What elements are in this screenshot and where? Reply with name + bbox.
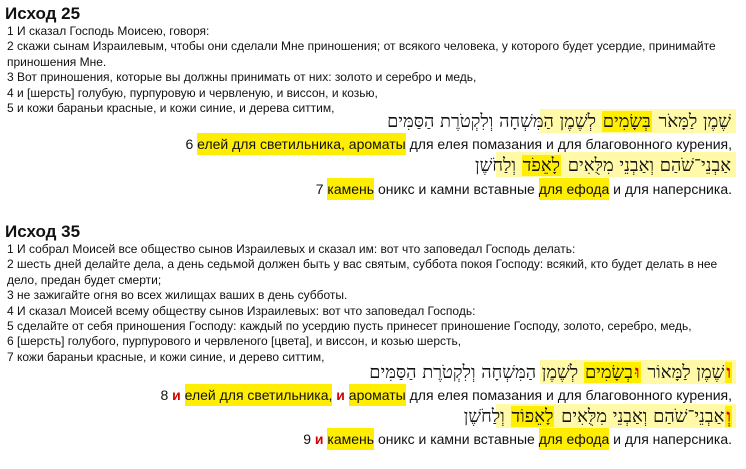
added-conjunction: и <box>314 431 324 447</box>
hebrew-letter-added: וּ <box>634 362 640 383</box>
hebrew-line <box>475 153 732 178</box>
verse-line: 3 Вот приношения, которые вы должны принимать от них: золото и серебро и медь, <box>7 70 477 85</box>
hebrew-phrase: שֶׁמֶן לַמָּאוֹר <box>647 362 725 383</box>
translation-phrase-highlighted: елей для светильника, <box>185 384 333 406</box>
hebrew-phrase: אַבְנֵי־שֹׁהַם וְאַבְנֵי מִלֻּאִים <box>567 155 731 176</box>
verse-number: 6 <box>185 136 194 152</box>
translation-line <box>160 384 732 406</box>
hebrew-phrase-highlighted: בְּשָׂמִים <box>602 111 651 132</box>
translation-phrase: для елея помазания и для благовонного курения, <box>409 136 732 152</box>
translation-phrase-highlighted: ароматы <box>349 384 406 406</box>
hebrew-phrase-highlighted: לָאֵפוֹד <box>511 406 554 427</box>
hebrew-line <box>369 360 732 385</box>
translation-phrase: оникс и камни вставные <box>377 431 535 447</box>
verse-list <box>0 24 746 116</box>
verse-line: 3 не зажигайте огня во всех жилищах ваших в день субботы. <box>7 288 348 303</box>
verse-line: 1 И собрал Моисей все общество сынов Израилевых и сказал им: вот что заповедал Господь делать: <box>7 242 576 256</box>
verse-number: 7 <box>315 181 324 197</box>
verse-number: 9 <box>303 431 312 447</box>
hebrew-phrase: וְלַחֹשֶׁן <box>463 406 505 427</box>
section-exodus-35 <box>0 218 746 447</box>
verse-line: 1 И сказал Господь Моисею, говоря: <box>7 24 210 38</box>
hebrew-line <box>464 404 732 429</box>
hebrew-phrase: לְשֶׁמֶן הַמִּשְׁחָה וְלִקְטֹרֶת הַסַּמִּים <box>369 362 579 383</box>
translation-phrase-highlighted: елей для светильника, ароматы <box>197 133 406 155</box>
verse-line: 4 И сказал Моисей всему обществу сынов Израилевых: вот что заповедал Господь: <box>7 303 476 318</box>
hebrew-phrase: שֶׁמֶן לַמָּאֹר <box>658 111 731 132</box>
translation-line <box>316 178 732 200</box>
section-exodus-25 <box>0 0 746 197</box>
verse-list <box>0 242 746 365</box>
verse-line: 6 [шерсть] голубого, пурпурового и червленого [цвета], и виссон, и козью шерсть, <box>7 334 462 349</box>
section-title: Исход 35 <box>5 222 81 241</box>
translation-line <box>303 428 732 450</box>
hebrew-phrase: אַבְנֵי־שֹׁהַם וְאַבְנֵי מִלֻּאִים <box>561 406 725 427</box>
hebrew-phrase-highlighted: לָאֵפֹד <box>522 155 561 176</box>
verse-line: 2 скажи сынам Израилевым, чтобы они сделали Мне приношения; от всякого человека, у которого будет усердие, принимайте <box>7 39 716 54</box>
translation-phrase: оникс и камни вставные <box>377 181 535 197</box>
hebrew-line <box>387 109 732 134</box>
verse-line: 5 сделайте от себя приношения Господу: каждый по усердию пусть принесет приношение Господу, золото, серебро, медь, <box>7 318 692 333</box>
added-conjunction: и <box>172 387 181 403</box>
hebrew-phrase: לְשֶׁמֶן הַמִּשְׁחָה וְלִקְטֹרֶת הַסַּמִּים <box>387 111 597 132</box>
verse-line: 7 кожи бараньи красные, и кожи синие, и дерево ситтим, <box>7 349 325 364</box>
verse-line: дело, предан будет смерти; <box>7 272 162 287</box>
verse-line: 4 и [шерсть] голубую, пурпуровую и червленую, и виссон, и козью, <box>7 85 378 100</box>
hebrew-phrase: וְלַחֹשֶׁן <box>474 155 516 176</box>
translation-phrase: и для наперсника. <box>613 181 732 197</box>
translation-line <box>185 133 732 155</box>
translation-phrase: и для наперсника. <box>613 431 732 447</box>
translation-phrase-highlighted: для ефода <box>539 428 610 450</box>
translation-phrase-highlighted: для ефода <box>539 178 610 200</box>
verse-line: 5 и кожи бараньи красные, и кожи синие, и дерева ситтим, <box>7 100 335 115</box>
translation-phrase: для елея помазания и для благовонного курения, <box>409 387 732 403</box>
translation-phrase-highlighted: камень <box>327 178 374 200</box>
verse-number: 8 <box>160 387 169 403</box>
hebrew-letter-added: ו <box>726 362 731 383</box>
section-title: Исход 25 <box>5 4 81 23</box>
hebrew-phrase-highlighted: בְשָׂמִים <box>584 362 633 383</box>
translation-phrase-highlighted: камень <box>327 428 374 450</box>
verse-line: приношения Мне. <box>7 54 107 69</box>
verse-line: 2 шесть дней делайте дела, а день седьмой должен быть у вас святым, суббота покоя Господу: всякий, кто будет делать в нее <box>7 257 718 272</box>
added-conjunction: и <box>336 387 345 403</box>
hebrew-letter-added: וְ <box>726 406 731 427</box>
